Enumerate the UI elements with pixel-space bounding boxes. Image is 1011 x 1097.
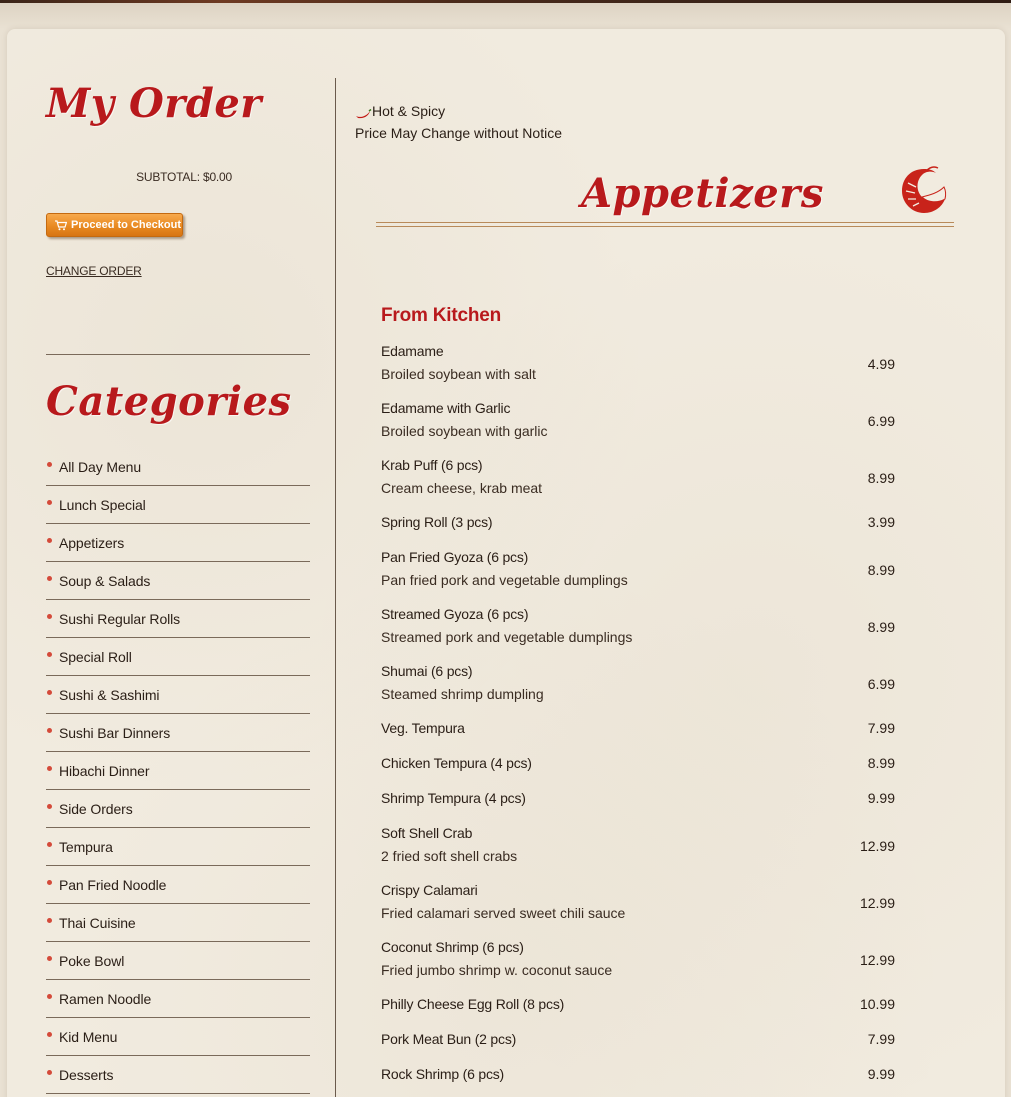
bullet-icon <box>47 462 52 467</box>
bullet-icon <box>47 766 52 771</box>
menu-item[interactable] <box>381 514 895 549</box>
menu-item[interactable] <box>381 400 895 457</box>
category-label: Soup & Salads <box>59 572 151 589</box>
item-price: 12.99 <box>859 952 895 968</box>
menu-item[interactable] <box>381 939 895 996</box>
menu-item[interactable] <box>381 755 895 790</box>
category-item[interactable] <box>46 790 310 828</box>
bullet-icon <box>47 728 52 733</box>
category-label: All Day Menu <box>59 458 142 475</box>
category-item[interactable] <box>46 752 310 790</box>
spicy-legend <box>355 103 445 119</box>
item-price: 9.99 <box>867 790 895 806</box>
menu-item[interactable] <box>381 606 895 663</box>
item-name: Veg. Tempura <box>381 720 465 736</box>
bullet-icon <box>47 652 52 657</box>
bullet-icon <box>47 880 52 885</box>
item-description: Pan fried pork and vegetable dumplings <box>381 572 628 588</box>
price-notice: Price May Change without Notice <box>355 125 562 141</box>
item-description: Streamed pork and vegetable dumplings <box>381 629 633 645</box>
cart-icon <box>55 220 67 231</box>
item-price: 12.99 <box>859 838 895 854</box>
subtotal: SUBTOTAL: $0.00 <box>136 170 232 184</box>
bullet-icon <box>47 804 52 809</box>
category-item[interactable] <box>46 866 310 904</box>
category-label: Sushi & Sashimi <box>59 686 160 703</box>
shrimp-icon <box>898 165 950 217</box>
item-price: 8.99 <box>867 470 895 486</box>
category-label: Hibachi Dinner <box>59 762 150 779</box>
item-name: Soft Shell Crab <box>381 825 473 841</box>
category-item[interactable] <box>46 714 310 752</box>
category-item[interactable] <box>46 524 310 562</box>
bullet-icon <box>47 918 52 923</box>
bullet-icon <box>47 1070 52 1075</box>
category-item[interactable] <box>46 486 310 524</box>
menu-item[interactable] <box>381 825 895 882</box>
item-name: Shumai (6 pcs) <box>381 663 473 679</box>
item-name: Krab Puff (6 pcs) <box>381 457 483 473</box>
menu-item[interactable] <box>381 790 895 825</box>
category-list <box>46 448 310 1094</box>
menu-item[interactable] <box>381 343 895 400</box>
bullet-icon <box>47 690 52 695</box>
menu-items <box>381 343 895 1097</box>
category-label: Side Orders <box>59 800 133 817</box>
chili-pepper-icon <box>355 106 372 116</box>
my-order-title: My Order <box>46 80 262 127</box>
category-item[interactable] <box>46 448 310 486</box>
menu-item[interactable] <box>381 882 895 939</box>
checkout-label: Proceed to Checkout <box>71 219 182 231</box>
category-item[interactable] <box>46 980 310 1018</box>
bullet-icon <box>47 538 52 543</box>
category-label: Poke Bowl <box>59 952 125 969</box>
category-label: Thai Cuisine <box>59 914 136 931</box>
menu-item[interactable] <box>381 549 895 606</box>
item-price: 12.99 <box>859 895 895 911</box>
proceed-to-checkout-button[interactable] <box>46 213 183 237</box>
item-name: Chicken Tempura (4 pcs) <box>381 755 532 771</box>
item-price: 6.99 <box>867 413 895 429</box>
group-title: From Kitchen <box>381 305 502 326</box>
category-item[interactable] <box>46 942 310 980</box>
item-description: Steamed shrimp dumpling <box>381 686 544 702</box>
item-price: 9.99 <box>867 1066 895 1082</box>
bullet-icon <box>47 1032 52 1037</box>
section-rule <box>376 222 954 223</box>
item-description: 2 fried soft shell crabs <box>381 848 518 864</box>
category-item[interactable] <box>46 562 310 600</box>
item-price: 4.99 <box>867 356 895 372</box>
item-name: Pan Fried Gyoza (6 pcs) <box>381 549 529 565</box>
bullet-icon <box>47 994 52 999</box>
category-label: Lunch Special <box>59 496 146 513</box>
item-name: Streamed Gyoza (6 pcs) <box>381 606 529 622</box>
bullet-icon <box>47 500 52 505</box>
category-label: Ramen Noodle <box>59 990 152 1007</box>
item-name: Crispy Calamari <box>381 882 478 898</box>
menu-item[interactable] <box>381 663 895 720</box>
item-name: Shrimp Tempura (4 pcs) <box>381 790 526 806</box>
bullet-icon <box>47 576 52 581</box>
category-label: Kid Menu <box>59 1028 118 1045</box>
item-price: 8.99 <box>867 562 895 578</box>
item-name: Pork Meat Bun (2 pcs) <box>381 1031 517 1047</box>
section-rule <box>376 226 954 227</box>
item-name: Rock Shrimp (6 pcs) <box>381 1066 505 1082</box>
category-item[interactable] <box>46 904 310 942</box>
category-label: Tempura <box>59 838 113 855</box>
category-label: Desserts <box>59 1066 114 1083</box>
category-item[interactable] <box>46 1056 310 1094</box>
item-price: 3.99 <box>867 514 895 530</box>
item-name: Coconut Shrimp (6 pcs) <box>381 939 524 955</box>
sidebar-divider <box>46 354 310 355</box>
category-item[interactable] <box>46 638 310 676</box>
change-order-link[interactable]: CHANGE ORDER <box>46 264 142 278</box>
menu-item[interactable] <box>381 1066 895 1097</box>
item-description: Fried calamari served sweet chili sauce <box>381 905 626 921</box>
categories-title: Categories <box>46 378 292 425</box>
item-price: 8.99 <box>867 619 895 635</box>
item-price: 10.99 <box>859 996 895 1012</box>
item-description: Broiled soybean with garlic <box>381 423 548 439</box>
category-item[interactable] <box>46 1018 310 1056</box>
item-price: 7.99 <box>867 1031 895 1047</box>
category-item[interactable] <box>46 600 310 638</box>
item-name: Edamame <box>381 343 444 359</box>
item-description: Cream cheese, krab meat <box>381 480 543 496</box>
section-title: Appetizers <box>581 170 824 217</box>
menu-item[interactable] <box>381 1031 895 1066</box>
category-item[interactable] <box>46 828 310 866</box>
category-item[interactable] <box>46 676 310 714</box>
category-label: Pan Fried Noodle <box>59 876 167 893</box>
top-banner-shadow <box>0 3 1011 29</box>
category-label: Sushi Bar Dinners <box>59 724 171 741</box>
bullet-icon <box>47 956 52 961</box>
item-name: Philly Cheese Egg Roll (8 pcs) <box>381 996 565 1012</box>
category-label: Appetizers <box>59 534 125 551</box>
item-description: Fried jumbo shrimp w. coconut sauce <box>381 962 613 978</box>
menu-item[interactable] <box>381 996 895 1031</box>
menu-item[interactable] <box>381 457 895 514</box>
category-label: Sushi Regular Rolls <box>59 610 181 627</box>
column-divider <box>335 78 336 1097</box>
item-name: Edamame with Garlic <box>381 400 511 416</box>
bullet-icon <box>47 614 52 619</box>
legend-label: Hot & Spicy <box>372 103 446 119</box>
item-price: 7.99 <box>867 720 895 736</box>
menu-item[interactable] <box>381 720 895 755</box>
item-name: Spring Roll (3 pcs) <box>381 514 493 530</box>
item-price: 8.99 <box>867 755 895 771</box>
item-price: 6.99 <box>867 676 895 692</box>
bullet-icon <box>47 842 52 847</box>
item-description: Broiled soybean with salt <box>381 366 536 382</box>
category-label: Special Roll <box>59 648 132 665</box>
